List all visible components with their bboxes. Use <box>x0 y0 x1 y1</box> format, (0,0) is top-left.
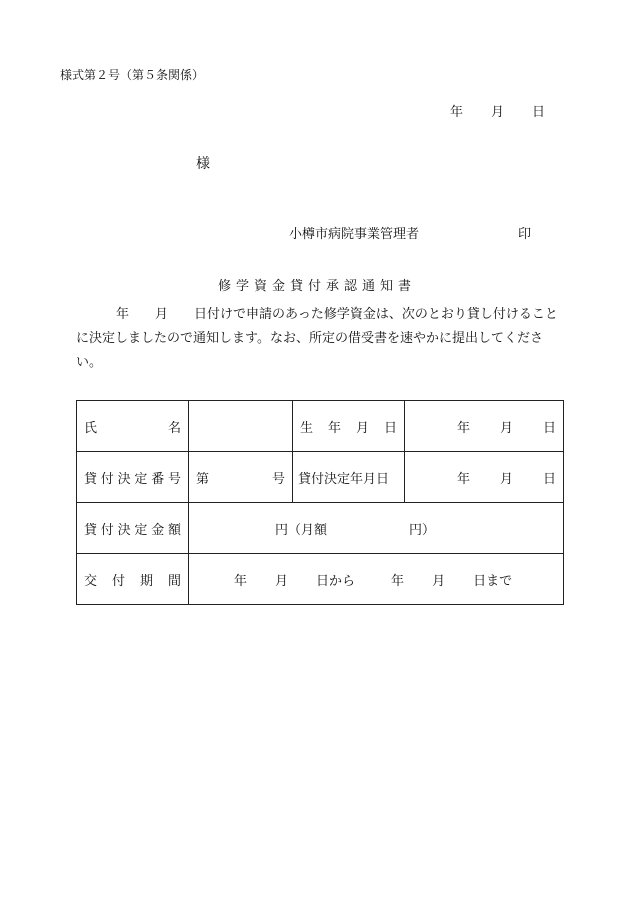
birthdate-label-cell: 生 年 月 日 <box>293 401 405 452</box>
decision-amount-label-cell: 貸 付 決 定 金 額 <box>77 503 189 554</box>
decision-number-label-cell: 貸 付 決 定 番 号 <box>77 452 189 503</box>
seal-mark: 印 <box>518 227 532 242</box>
birthdate-value-cell[interactable]: 年 月 日 <box>405 401 564 452</box>
issuer-name: 小樽市病院事業管理者 <box>289 227 420 242</box>
loan-info-table <box>76 400 564 605</box>
body-month-label: 月 <box>155 307 169 322</box>
table-row <box>77 554 564 605</box>
grant-period-value-cell[interactable]: 年 月 日から 年 月 日まで <box>189 554 564 605</box>
date-day-label: 日 <box>532 105 546 120</box>
addressee-honorific: 様 <box>196 156 210 172</box>
name-value-cell[interactable] <box>189 401 293 452</box>
form-identifier: 様式第２号（第５条関係） <box>60 68 205 82</box>
table-row <box>77 401 564 452</box>
notice-body <box>76 303 566 375</box>
table-row <box>77 503 564 554</box>
decision-number-value-cell[interactable]: 第 号 <box>189 452 293 503</box>
name-label-cell: 氏 名 <box>77 401 189 452</box>
decision-date-value-cell[interactable]: 年 月 日 <box>405 452 564 503</box>
notice-date <box>450 101 545 120</box>
decision-date-label-cell: 貸付決定年月日 <box>293 452 405 503</box>
table-row <box>77 452 564 503</box>
document-title: 修学資金貸付承認通知書 <box>218 279 417 294</box>
date-month-label: 月 <box>491 105 505 120</box>
date-year-label: 年 <box>450 105 464 120</box>
body-text: 日付けで申請のあった修学資金は、次のとおり貸し付けることに決定しましたので通知します。なお、所定の借受書を速やかに提出してください。 <box>76 307 558 370</box>
grant-period-label-cell: 交 付 期 間 <box>77 554 189 605</box>
decision-amount-value-cell[interactable]: 円（月額 円） <box>189 503 564 554</box>
body-year-label: 年 <box>116 307 130 322</box>
